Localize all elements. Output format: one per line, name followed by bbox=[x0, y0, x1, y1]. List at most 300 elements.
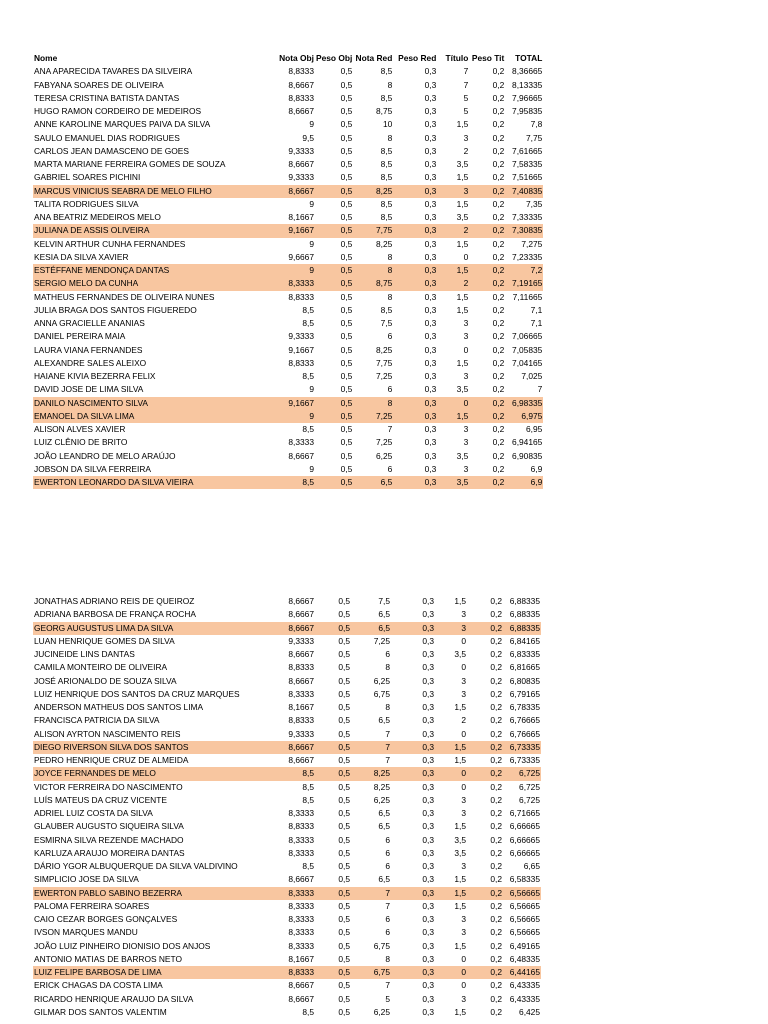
cell-nota-obj: 8,8333 bbox=[288, 821, 314, 832]
cell-titulo: 3 bbox=[463, 424, 469, 434]
cell-nome: TALITA RODRIGUES SILVA bbox=[34, 198, 139, 209]
cell-total: 7,19165 bbox=[505, 277, 543, 290]
cell-total: 8,36665 bbox=[512, 66, 543, 77]
table-row bbox=[33, 940, 541, 953]
table-row bbox=[33, 741, 541, 754]
cell-nota-obj: 8,6667 bbox=[265, 741, 315, 754]
table-row bbox=[33, 397, 543, 410]
cell-titulo: 1,5 bbox=[454, 900, 466, 911]
cell-titulo: 3 bbox=[463, 437, 469, 448]
cell-peso-obj: 0,5 bbox=[315, 887, 351, 900]
cell-nota-red: 6 bbox=[385, 914, 390, 924]
cell-titulo: 3 bbox=[461, 794, 466, 805]
cell-total: 7,1 bbox=[530, 304, 543, 315]
cell-nome: GLAUBER AUGUSTO SIQUEIRA SILVA bbox=[34, 821, 184, 832]
cell-peso-tit: 0,2 bbox=[492, 331, 505, 342]
cell-total: 6,71665 bbox=[509, 808, 540, 818]
cell-nota-red: 6,5 bbox=[351, 622, 391, 635]
cell-nome: DANILO NASCIMENTO SILVA bbox=[33, 397, 265, 410]
cell-titulo: 1,5 bbox=[456, 304, 469, 315]
header-titulo: Título bbox=[445, 53, 469, 63]
cell-nota-red: 8,5 bbox=[380, 304, 393, 315]
cell-nota-red: 7,75 bbox=[376, 357, 393, 368]
cell-peso-red: 0,3 bbox=[422, 821, 434, 832]
cell-peso-tit: 0,2 bbox=[492, 463, 505, 474]
cell-peso-red: 0,3 bbox=[424, 304, 437, 315]
table-row bbox=[33, 238, 543, 251]
cell-nota-red: 6,75 bbox=[373, 688, 390, 699]
table-row bbox=[33, 767, 541, 780]
cell-nome: LUIZ HENRIQUE DOS SANTOS DA CRUZ MARQUES bbox=[34, 688, 240, 699]
cell-nota-obj: 8,8333 bbox=[265, 966, 315, 979]
cell-nota-obj: 9 bbox=[309, 384, 314, 395]
cell-nota-red: 8,5 bbox=[380, 145, 393, 156]
cell-peso-red: 0,3 bbox=[424, 291, 437, 302]
cell-total: 7,51665 bbox=[512, 172, 543, 183]
cell-peso-obj: 0,5 bbox=[340, 424, 353, 434]
cell-nome: GILMAR DOS SANTOS VALENTIM bbox=[34, 1006, 167, 1017]
cell-nota-obj: 9,1667 bbox=[288, 344, 314, 355]
cell-titulo: 1,5 bbox=[454, 1006, 466, 1017]
cell-nota-red: 8 bbox=[387, 132, 393, 143]
cell-peso-red: 0,3 bbox=[422, 702, 434, 712]
cell-nota-red: 6,5 bbox=[378, 715, 390, 726]
cell-peso-red: 0,3 bbox=[422, 953, 434, 964]
cell-nota-obj: 8,1667 bbox=[288, 702, 314, 712]
cell-nota-red: 8 bbox=[385, 953, 390, 964]
header-nome: Nome bbox=[34, 53, 58, 63]
cell-peso-red: 0,3 bbox=[422, 596, 434, 606]
cell-titulo: 3 bbox=[463, 318, 469, 328]
cell-peso-obj: 0,5 bbox=[338, 609, 350, 620]
cell-nota-red: 8 bbox=[353, 397, 393, 410]
cell-nota-obj: 9,1667 bbox=[265, 224, 315, 237]
table-row bbox=[33, 860, 541, 873]
cell-peso-obj: 0,5 bbox=[340, 159, 353, 169]
cell-nota-red: 8 bbox=[387, 251, 393, 262]
cell-peso-obj: 0,5 bbox=[315, 476, 353, 489]
cell-peso-obj: 0,5 bbox=[315, 185, 353, 198]
cell-peso-tit: 0,2 bbox=[467, 622, 503, 635]
results-table-2 bbox=[33, 595, 541, 1019]
cell-total: 7,96665 bbox=[512, 92, 543, 103]
cell-nota-red: 6 bbox=[385, 861, 390, 871]
cell-peso-tit: 0,2 bbox=[492, 145, 505, 156]
cell-total: 8,13335 bbox=[512, 79, 543, 90]
cell-total: 7,8 bbox=[530, 119, 543, 130]
cell-peso-tit: 0,2 bbox=[492, 66, 505, 77]
cell-titulo: 3,5 bbox=[454, 847, 466, 858]
cell-nome: CARLOS JEAN DAMASCENO DE GOES bbox=[34, 145, 189, 156]
cell-peso-obj: 0,5 bbox=[315, 410, 353, 423]
header-nota-red: Nota Red bbox=[355, 53, 393, 63]
cell-nota-obj: 9,3333 bbox=[288, 635, 314, 646]
cell-total: 6,66665 bbox=[509, 834, 540, 845]
table-row bbox=[33, 900, 541, 913]
cell-peso-obj: 0,5 bbox=[338, 688, 350, 699]
cell-nota-red: 8,5 bbox=[380, 212, 393, 222]
cell-titulo: 0 bbox=[463, 344, 469, 355]
cell-peso-tit: 0,2 bbox=[490, 728, 502, 739]
cell-titulo: 0 bbox=[437, 397, 469, 410]
cell-peso-red: 0,3 bbox=[424, 331, 437, 342]
cell-nota-obj: 8,5 bbox=[265, 767, 315, 780]
cell-total: 7,40835 bbox=[505, 185, 543, 198]
cell-peso-red: 0,3 bbox=[424, 384, 437, 395]
cell-peso-obj: 0,5 bbox=[315, 264, 353, 277]
table-row bbox=[33, 688, 541, 701]
cell-peso-obj: 0,5 bbox=[340, 331, 353, 342]
cell-titulo: 1,5 bbox=[454, 821, 466, 832]
table-row bbox=[33, 847, 541, 860]
cell-total: 7,61665 bbox=[512, 145, 543, 156]
cell-peso-red: 0,3 bbox=[422, 688, 434, 699]
cell-peso-obj: 0,5 bbox=[315, 277, 353, 290]
cell-nota-obj: 8,3333 bbox=[288, 927, 314, 938]
cell-peso-red: 0,3 bbox=[422, 861, 434, 871]
cell-total: 6,81665 bbox=[509, 662, 540, 673]
cell-peso-tit: 0,2 bbox=[490, 755, 502, 765]
table-row bbox=[33, 211, 543, 224]
cell-nota-red: 6,5 bbox=[353, 476, 393, 489]
cell-nome: ALISON AYRTON NASCIMENTO REIS bbox=[34, 728, 181, 739]
cell-titulo: 3,5 bbox=[454, 834, 466, 845]
cell-peso-tit: 0,2 bbox=[492, 344, 505, 355]
cell-nota-obj: 8,5 bbox=[302, 1006, 314, 1017]
cell-total: 6,66665 bbox=[509, 847, 540, 858]
cell-peso-red: 0,3 bbox=[422, 874, 434, 885]
table-row bbox=[33, 79, 543, 92]
cell-total: 7,23335 bbox=[512, 251, 543, 262]
cell-peso-tit: 0,2 bbox=[469, 476, 505, 489]
cell-nome: MARTA MARIANE FERREIRA GOMES DE SOUZA bbox=[34, 159, 226, 169]
cell-nota-obj: 8,1667 bbox=[288, 953, 314, 964]
cell-peso-red: 0,3 bbox=[391, 966, 435, 979]
cell-peso-tit: 0,2 bbox=[490, 874, 502, 885]
cell-peso-red: 0,3 bbox=[422, 675, 434, 686]
header-nota-obj: Nota Obj bbox=[279, 53, 314, 63]
cell-nota-red: 8,25 bbox=[351, 767, 391, 780]
cell-nome: JUCINEIDE LINS DANTAS bbox=[34, 649, 135, 659]
table-row bbox=[33, 370, 543, 383]
cell-peso-red: 0,3 bbox=[422, 1006, 434, 1017]
cell-nome: ANNA GRACIELLE ANANIAS bbox=[34, 318, 145, 328]
cell-peso-obj: 0,5 bbox=[338, 702, 350, 712]
cell-nota-obj: 9,1667 bbox=[265, 397, 315, 410]
cell-peso-tit: 0,2 bbox=[469, 397, 505, 410]
cell-nome: JULIANA DE ASSIS OLIVEIRA bbox=[33, 224, 265, 237]
cell-nota-obj: 9 bbox=[309, 238, 314, 249]
cell-nota-obj: 8,6667 bbox=[288, 993, 314, 1004]
cell-nota-red: 6 bbox=[387, 331, 393, 342]
cell-nota-red: 5 bbox=[385, 993, 390, 1004]
cell-nota-obj: 9,3333 bbox=[288, 728, 314, 739]
cell-nota-red: 7,5 bbox=[380, 318, 393, 328]
cell-nota-red: 6,25 bbox=[376, 450, 393, 461]
cell-nome: CAMILA MONTEIRO DE OLIVEIRA bbox=[34, 662, 168, 673]
cell-nota-obj: 8,6667 bbox=[288, 79, 314, 90]
cell-nota-obj: 8,3333 bbox=[265, 887, 315, 900]
cell-peso-red: 0,3 bbox=[424, 251, 437, 262]
cell-total: 6,95 bbox=[526, 424, 543, 434]
cell-nota-obj: 8,8333 bbox=[288, 66, 314, 77]
cell-peso-red: 0,3 bbox=[422, 808, 434, 818]
cell-titulo: 3,5 bbox=[454, 649, 466, 659]
cell-peso-red: 0,3 bbox=[424, 145, 437, 156]
table-row bbox=[33, 781, 541, 794]
cell-nome: HAIANE KIVIA BEZERRA FELIX bbox=[34, 371, 156, 381]
table-row bbox=[33, 330, 543, 343]
cell-peso-obj: 0,5 bbox=[340, 251, 353, 262]
cell-peso-obj: 0,5 bbox=[315, 966, 351, 979]
cell-nome: PALOMA FERREIRA SOARES bbox=[34, 900, 150, 911]
cell-nota-obj: 9,3333 bbox=[288, 172, 314, 183]
cell-titulo: 3,5 bbox=[456, 450, 469, 461]
cell-peso-tit: 0,2 bbox=[492, 450, 505, 461]
cell-total: 7,04165 bbox=[512, 357, 543, 368]
cell-peso-tit: 0,2 bbox=[490, 821, 502, 832]
cell-nota-red: 8,5 bbox=[380, 172, 393, 183]
cell-nome: ANA APARECIDA TAVARES DA SILVEIRA bbox=[34, 66, 193, 77]
table-row bbox=[33, 423, 543, 436]
cell-titulo: 7 bbox=[463, 66, 469, 77]
table-row bbox=[33, 926, 541, 939]
cell-nota-obj: 8,3333 bbox=[288, 900, 314, 911]
cell-titulo: 3 bbox=[461, 993, 466, 1004]
cell-peso-red: 0,3 bbox=[422, 635, 434, 646]
cell-total: 6,9 bbox=[505, 476, 543, 489]
table-row bbox=[33, 251, 543, 264]
table-row bbox=[33, 185, 543, 198]
table-row bbox=[33, 92, 543, 105]
table-row bbox=[33, 913, 541, 926]
cell-peso-red: 0,3 bbox=[422, 715, 434, 726]
cell-nome: VICTOR FERREIRA DO NASCIMENTO bbox=[34, 781, 183, 792]
table-row bbox=[33, 132, 543, 145]
cell-nota-red: 7 bbox=[351, 887, 391, 900]
cell-peso-red: 0,3 bbox=[393, 410, 437, 423]
cell-peso-red: 0,3 bbox=[424, 357, 437, 368]
cell-total: 6,56665 bbox=[509, 914, 540, 924]
cell-total: 7,58335 bbox=[512, 159, 543, 169]
cell-nome: JOSÉ ARIONALDO DE SOUZA SILVA bbox=[34, 675, 177, 686]
cell-nota-red: 6,25 bbox=[373, 794, 390, 805]
cell-peso-tit: 0,2 bbox=[490, 649, 502, 659]
cell-peso-obj: 0,5 bbox=[338, 980, 350, 991]
cell-nota-obj: 8,5 bbox=[302, 424, 314, 434]
cell-titulo: 3 bbox=[435, 622, 467, 635]
cell-nota-red: 8 bbox=[385, 702, 390, 712]
table-row bbox=[33, 953, 541, 966]
cell-nota-red: 8,5 bbox=[380, 198, 393, 209]
cell-nota-obj: 9 bbox=[309, 463, 314, 474]
cell-peso-tit: 0,2 bbox=[490, 635, 502, 646]
cell-titulo: 1,5 bbox=[456, 119, 469, 130]
cell-nota-obj: 8,3333 bbox=[288, 688, 314, 699]
table-row bbox=[33, 450, 543, 463]
cell-peso-red: 0,3 bbox=[424, 212, 437, 222]
cell-nota-obj: 8,6667 bbox=[288, 450, 314, 461]
cell-peso-obj: 0,5 bbox=[340, 384, 353, 395]
table-row bbox=[33, 198, 543, 211]
cell-nota-red: 6,5 bbox=[378, 808, 390, 818]
cell-peso-tit: 0,2 bbox=[492, 119, 505, 130]
cell-nota-obj: 8,3333 bbox=[288, 834, 314, 845]
cell-titulo: 1,5 bbox=[456, 198, 469, 209]
cell-titulo: 3 bbox=[461, 688, 466, 699]
cell-peso-red: 0,3 bbox=[422, 609, 434, 620]
cell-total: 7,11665 bbox=[512, 291, 543, 302]
table-row bbox=[33, 277, 543, 290]
cell-peso-obj: 0,5 bbox=[340, 145, 353, 156]
cell-nota-red: 8,25 bbox=[373, 781, 390, 792]
cell-nota-obj: 8,6667 bbox=[288, 649, 314, 659]
table-row bbox=[33, 357, 543, 370]
cell-nota-red: 8,5 bbox=[380, 66, 393, 77]
cell-nota-red: 8,75 bbox=[353, 277, 393, 290]
cell-peso-obj: 0,5 bbox=[338, 834, 350, 845]
cell-peso-obj: 0,5 bbox=[340, 463, 353, 474]
cell-peso-tit: 0,2 bbox=[492, 251, 505, 262]
cell-nota-obj: 8,8333 bbox=[288, 357, 314, 368]
cell-titulo: 1,5 bbox=[454, 755, 466, 765]
table-row bbox=[33, 304, 543, 317]
cell-peso-obj: 0,5 bbox=[338, 808, 350, 818]
cell-peso-red: 0,3 bbox=[424, 92, 437, 103]
cell-total: 6,98335 bbox=[505, 397, 543, 410]
cell-total: 7,35 bbox=[526, 198, 543, 209]
cell-peso-obj: 0,5 bbox=[338, 755, 350, 765]
cell-peso-obj: 0,5 bbox=[338, 953, 350, 964]
cell-nome: JOÃO LUIZ PINHEIRO DIONISIO DOS ANJOS bbox=[34, 940, 211, 951]
cell-peso-red: 0,3 bbox=[424, 132, 437, 143]
cell-total: 6,94165 bbox=[512, 437, 543, 448]
cell-peso-tit: 0,2 bbox=[492, 212, 505, 222]
cell-peso-obj: 0,5 bbox=[340, 437, 353, 448]
cell-nota-obj: 9,3333 bbox=[288, 331, 314, 342]
cell-peso-obj: 0,5 bbox=[340, 371, 353, 381]
cell-peso-red: 0,3 bbox=[422, 847, 434, 858]
cell-peso-tit: 0,2 bbox=[492, 424, 505, 434]
cell-peso-obj: 0,5 bbox=[338, 728, 350, 739]
cell-nota-red: 8 bbox=[387, 79, 393, 90]
cell-titulo: 3,5 bbox=[456, 384, 469, 395]
cell-peso-red: 0,3 bbox=[391, 767, 435, 780]
cell-nota-red: 7,5 bbox=[378, 596, 390, 606]
cell-nome: LUIZ FELIPE BARBOSA DE LIMA bbox=[33, 966, 265, 979]
cell-titulo: 1,5 bbox=[435, 887, 467, 900]
cell-peso-tit: 0,2 bbox=[492, 159, 505, 169]
cell-nome: EWERTON LEONARDO DA SILVA VIEIRA bbox=[33, 476, 265, 489]
cell-nota-red: 7,25 bbox=[373, 635, 390, 646]
cell-total: 6,80835 bbox=[509, 675, 540, 686]
cell-nota-red: 6 bbox=[387, 384, 393, 395]
cell-nota-red: 8,5 bbox=[380, 159, 393, 169]
cell-peso-red: 0,3 bbox=[422, 993, 434, 1004]
cell-titulo: 7 bbox=[463, 79, 469, 90]
table-row bbox=[33, 661, 541, 674]
table-row bbox=[33, 834, 541, 847]
cell-total: 7,275 bbox=[521, 238, 543, 249]
cell-peso-red: 0,3 bbox=[393, 264, 437, 277]
cell-nota-red: 7,25 bbox=[376, 437, 393, 448]
cell-nota-red: 6 bbox=[387, 463, 393, 474]
cell-peso-tit: 0,2 bbox=[490, 1006, 502, 1017]
cell-titulo: 3 bbox=[461, 609, 466, 620]
cell-peso-tit: 0,2 bbox=[490, 914, 502, 924]
cell-total: 6,725 bbox=[519, 794, 540, 805]
cell-titulo: 2 bbox=[463, 145, 469, 156]
cell-nome: JOÃO LEANDRO DE MELO ARAÚJO bbox=[34, 450, 176, 461]
cell-nota-red: 7,25 bbox=[376, 371, 393, 381]
cell-titulo: 3 bbox=[463, 331, 469, 342]
cell-peso-obj: 0,5 bbox=[315, 622, 351, 635]
cell-nome: JOBSON DA SILVA FERREIRA bbox=[34, 463, 151, 474]
cell-peso-tit: 0,2 bbox=[469, 264, 505, 277]
table-row bbox=[33, 993, 541, 1006]
header-peso-tit: Peso Tit bbox=[471, 53, 505, 63]
cell-peso-obj: 0,5 bbox=[338, 914, 350, 924]
table-row bbox=[33, 887, 541, 900]
cell-nota-obj: 9 bbox=[309, 198, 314, 209]
cell-total: 7,30835 bbox=[505, 224, 543, 237]
cell-nome: DIEGO RIVERSON SILVA DOS SANTOS bbox=[33, 741, 265, 754]
cell-total: 6,425 bbox=[519, 1006, 540, 1017]
cell-nome: ESTÉFFANE MENDONÇA DANTAS bbox=[33, 264, 265, 277]
cell-nota-red: 7 bbox=[351, 741, 391, 754]
cell-nota-red: 7 bbox=[385, 755, 390, 765]
cell-nota-red: 6,25 bbox=[373, 675, 390, 686]
cell-peso-obj: 0,5 bbox=[340, 66, 353, 77]
cell-nome: DAVID JOSE DE LIMA SILVA bbox=[34, 384, 144, 395]
cell-titulo: 3 bbox=[463, 371, 469, 381]
cell-total: 6,76665 bbox=[509, 728, 540, 739]
cell-titulo: 1,5 bbox=[456, 238, 469, 249]
cell-peso-obj: 0,5 bbox=[338, 715, 350, 726]
cell-titulo: 1,5 bbox=[437, 410, 469, 423]
cell-nota-obj: 8,5 bbox=[302, 861, 314, 871]
cell-total: 6,88335 bbox=[503, 622, 541, 635]
cell-peso-obj: 0,5 bbox=[340, 318, 353, 328]
cell-nome: FRANCISCA PATRICIA DA SILVA bbox=[34, 715, 160, 726]
cell-nota-obj: 8,3333 bbox=[288, 847, 314, 858]
cell-titulo: 0 bbox=[435, 767, 467, 780]
cell-nota-obj: 8,6667 bbox=[288, 980, 314, 991]
cell-nome: KARLUZA ARAUJO MOREIRA DANTAS bbox=[34, 847, 185, 858]
cell-total: 6,43335 bbox=[509, 993, 540, 1004]
cell-nota-obj: 8,3333 bbox=[288, 940, 314, 951]
cell-titulo: 3 bbox=[461, 861, 466, 871]
cell-nome: IVSON MARQUES MANDU bbox=[34, 927, 138, 938]
cell-titulo: 2 bbox=[461, 715, 466, 726]
cell-peso-tit: 0,2 bbox=[490, 662, 502, 673]
cell-nome: RICARDO HENRIQUE ARAUJO DA SILVA bbox=[34, 993, 194, 1004]
table-row bbox=[33, 648, 541, 661]
cell-titulo: 0 bbox=[461, 781, 466, 792]
cell-titulo: 1,5 bbox=[454, 874, 466, 885]
cell-peso-obj: 0,5 bbox=[340, 357, 353, 368]
cell-total: 7,1 bbox=[530, 318, 543, 328]
cell-nome: LUÍS MATEUS DA CRUZ VICENTE bbox=[34, 794, 167, 805]
cell-peso-obj: 0,5 bbox=[340, 92, 353, 103]
cell-peso-red: 0,3 bbox=[391, 741, 435, 754]
cell-peso-red: 0,3 bbox=[424, 159, 437, 169]
cell-peso-tit: 0,2 bbox=[490, 993, 502, 1004]
cell-nome: MARCUS VINICIUS SEABRA DE MELO FILHO bbox=[33, 185, 265, 198]
cell-total: 6,56665 bbox=[503, 887, 541, 900]
cell-titulo: 0 bbox=[463, 251, 469, 262]
cell-total: 6,76665 bbox=[509, 715, 540, 726]
